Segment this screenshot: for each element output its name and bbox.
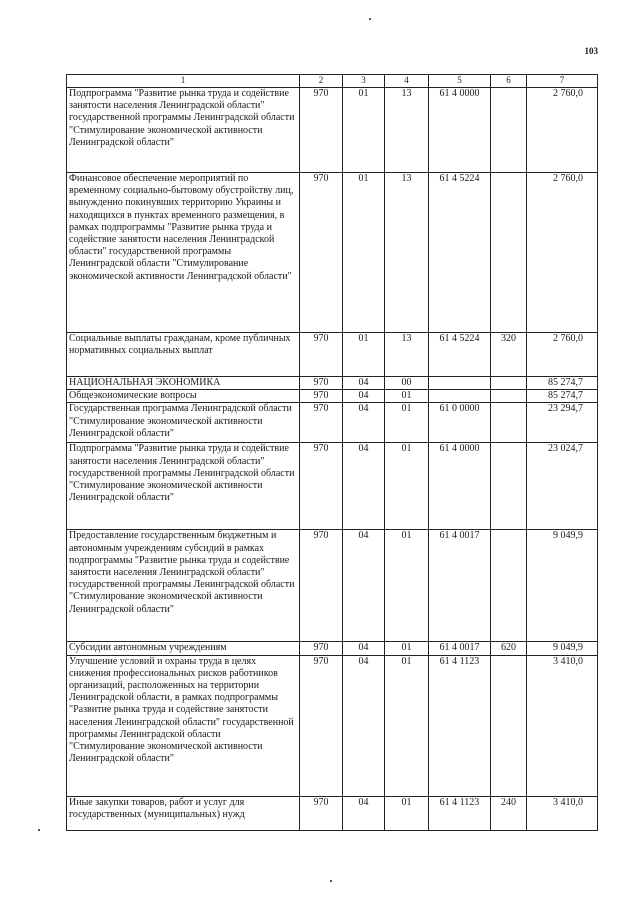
target-item-code: 61 4 5224 xyxy=(429,173,491,333)
amount: 23 024,7 xyxy=(527,443,598,530)
row-name: Подпрограмма "Развитие рынка труда и содействие занятости населения Ленинградской области" государственной программы Ленинградской области "Стимулирование экономической активности Ленинградской области" xyxy=(67,88,300,173)
expense-type-code xyxy=(491,655,527,796)
amount: 3 410,0 xyxy=(527,796,598,830)
target-item-code: 61 4 1123 xyxy=(429,655,491,796)
ministry-code: 970 xyxy=(300,642,343,655)
target-item-code: 61 4 0000 xyxy=(429,443,491,530)
section-code: 04 xyxy=(343,655,385,796)
amount: 2 760,0 xyxy=(527,333,598,377)
amount: 85 274,7 xyxy=(527,377,598,390)
expense-type-code xyxy=(491,173,527,333)
row-name: Социальные выплаты гражданам, кроме публичных нормативных социальных выплат xyxy=(67,333,300,377)
amount: 3 410,0 xyxy=(527,655,598,796)
scan-speck xyxy=(38,829,40,831)
amount: 85 274,7 xyxy=(527,390,598,403)
scan-speck xyxy=(330,880,332,882)
row-name: Улучшение условий и охраны труда в целях снижения профессиональных рисков работников организаций, расположенных на территории Ленинградской области, в рамках подпрограммы "Развитие рынка труда и содействие занятости населения Ленинградской области" государственной программы Ленинградской области "Стимулирование экономической активности Ленинградской области" xyxy=(67,655,300,796)
ministry-code: 970 xyxy=(300,377,343,390)
section-code: 04 xyxy=(343,443,385,530)
subsection-code: 01 xyxy=(385,403,429,443)
ministry-code: 970 xyxy=(300,530,343,642)
section-code: 04 xyxy=(343,642,385,655)
subsection-code: 13 xyxy=(385,88,429,173)
table-row xyxy=(67,390,598,403)
amount: 2 760,0 xyxy=(527,88,598,173)
amount: 2 760,0 xyxy=(527,173,598,333)
budget-table xyxy=(66,74,598,831)
ministry-code: 970 xyxy=(300,390,343,403)
ministry-code: 970 xyxy=(300,88,343,173)
target-item-code: 61 4 0017 xyxy=(429,530,491,642)
row-name: Финансовое обеспечение мероприятий по временному социально-бытовому обустройству лиц, вынужденно покинувших территорию Украины и находящихся в пунктах временного размещения, в рамках подпрограммы "Развитие рынка труда и содействие занятости населения Ленинградской области" государственной программы Ленинградской области "Стимулирование экономической активности Ленинградской области" xyxy=(67,173,300,333)
subsection-code: 01 xyxy=(385,530,429,642)
subsection-code: 13 xyxy=(385,173,429,333)
section-code: 04 xyxy=(343,530,385,642)
subsection-code: 01 xyxy=(385,655,429,796)
row-name: Субсидии автономным учреждениям xyxy=(67,642,300,655)
section-code: 04 xyxy=(343,390,385,403)
expense-type-code xyxy=(491,530,527,642)
subsection-code: 13 xyxy=(385,333,429,377)
section-code: 04 xyxy=(343,403,385,443)
target-item-code xyxy=(429,390,491,403)
page-number: 103 xyxy=(584,46,598,56)
expense-type-code xyxy=(491,377,527,390)
subsection-code: 00 xyxy=(385,377,429,390)
row-name: Общеэкономические вопросы xyxy=(67,390,300,403)
target-item-code: 61 4 1123 xyxy=(429,796,491,830)
target-item-code xyxy=(429,377,491,390)
header-cell: 2 xyxy=(300,75,343,88)
target-item-code: 61 0 0000 xyxy=(429,403,491,443)
table-row xyxy=(67,333,598,377)
ministry-code: 970 xyxy=(300,333,343,377)
section-code: 04 xyxy=(343,796,385,830)
header-cell: 4 xyxy=(385,75,429,88)
target-item-code: 61 4 5224 xyxy=(429,333,491,377)
ministry-code: 970 xyxy=(300,403,343,443)
table-row xyxy=(67,642,598,655)
section-code: 04 xyxy=(343,377,385,390)
header-cell: 1 xyxy=(67,75,300,88)
table-row xyxy=(67,796,598,830)
table-row xyxy=(67,377,598,390)
scan-speck xyxy=(369,18,371,20)
expense-type-code: 240 xyxy=(491,796,527,830)
header-cell: 5 xyxy=(429,75,491,88)
table-row xyxy=(67,655,598,796)
amount: 9 049,9 xyxy=(527,530,598,642)
header-cell: 7 xyxy=(527,75,598,88)
section-code: 01 xyxy=(343,173,385,333)
table-row xyxy=(67,443,598,530)
table-row xyxy=(67,403,598,443)
ministry-code: 970 xyxy=(300,655,343,796)
ministry-code: 970 xyxy=(300,796,343,830)
subsection-code: 01 xyxy=(385,443,429,530)
row-name: НАЦИОНАЛЬНАЯ ЭКОНОМИКА xyxy=(67,377,300,390)
ministry-code: 970 xyxy=(300,173,343,333)
row-name: Государственная программа Ленинградской области "Стимулирование экономической активности Ленинградской области" xyxy=(67,403,300,443)
table-row xyxy=(67,173,598,333)
amount: 23 294,7 xyxy=(527,403,598,443)
section-code: 01 xyxy=(343,88,385,173)
target-item-code: 61 4 0000 xyxy=(429,88,491,173)
row-name: Предоставление государственным бюджетным и автономным учреждениям субсидий в рамках подпрограммы "Развитие рынка труда и содействие занятости населения Ленинградской области" государственной программы Ленинградской области "Стимулирование экономической активности Ленинградской области" xyxy=(67,530,300,642)
expense-type-code xyxy=(491,390,527,403)
expense-type-code xyxy=(491,88,527,173)
header-cell: 6 xyxy=(491,75,527,88)
row-name: Подпрограмма "Развитие рынка труда и содействие занятости населения Ленинградской области" государственной программы Ленинградской области "Стимулирование экономической активности Ленинградской области" xyxy=(67,443,300,530)
expense-type-code xyxy=(491,403,527,443)
table-row xyxy=(67,530,598,642)
section-code: 01 xyxy=(343,333,385,377)
expense-type-code: 620 xyxy=(491,642,527,655)
table-header-row xyxy=(67,75,598,88)
expense-type-code: 320 xyxy=(491,333,527,377)
header-cell: 3 xyxy=(343,75,385,88)
row-name: Иные закупки товаров, работ и услуг для государственных (муниципальных) нужд xyxy=(67,796,300,830)
subsection-code: 01 xyxy=(385,796,429,830)
subsection-code: 01 xyxy=(385,642,429,655)
amount: 9 049,9 xyxy=(527,642,598,655)
target-item-code: 61 4 0017 xyxy=(429,642,491,655)
expense-type-code xyxy=(491,443,527,530)
ministry-code: 970 xyxy=(300,443,343,530)
table-row xyxy=(67,88,598,173)
subsection-code: 01 xyxy=(385,390,429,403)
